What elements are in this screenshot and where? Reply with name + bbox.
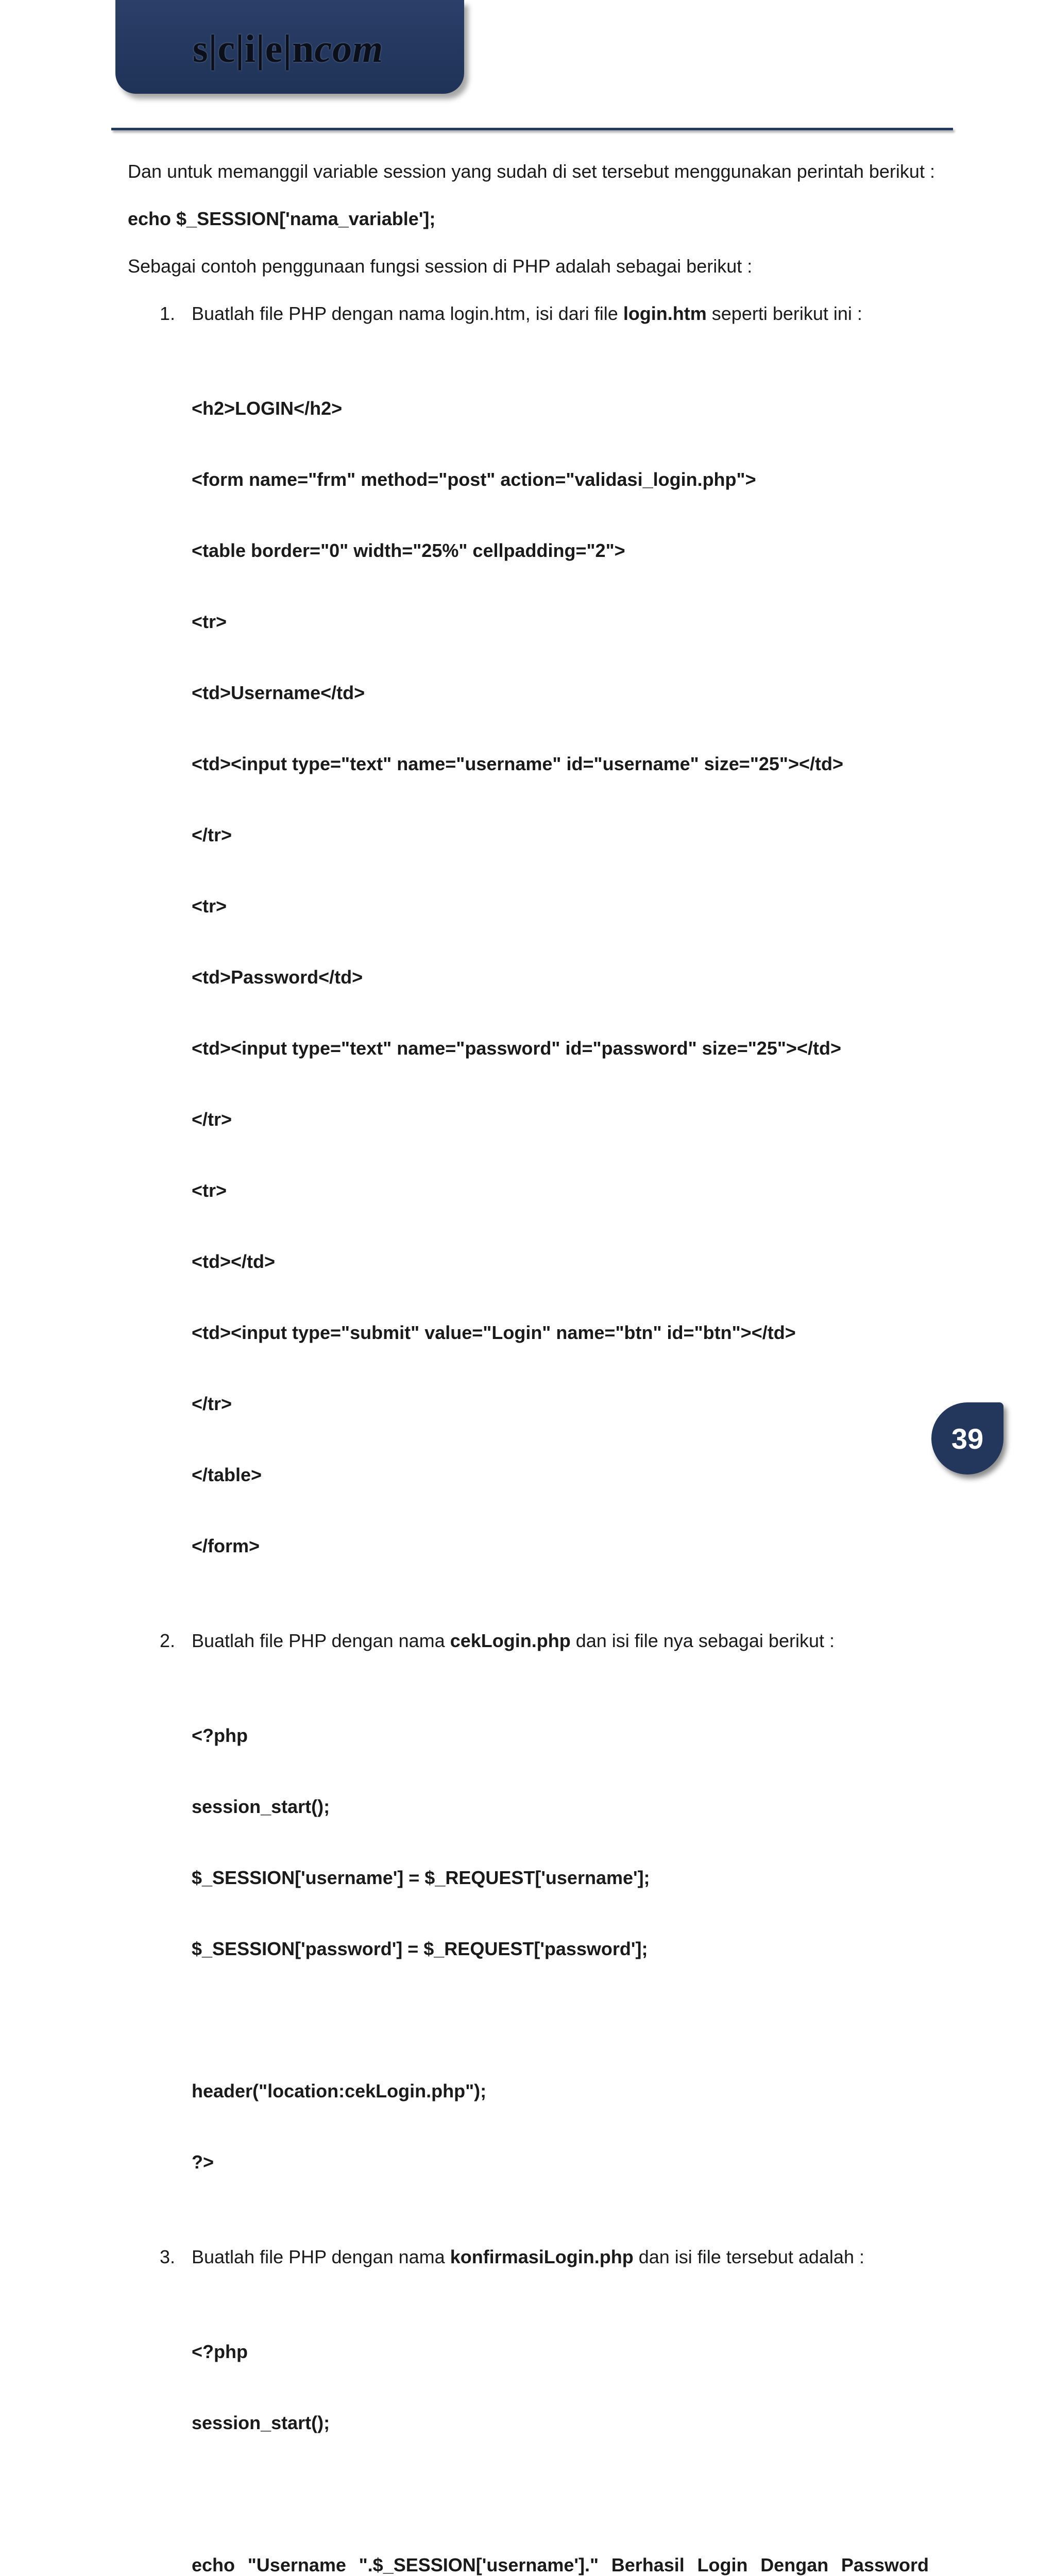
code-line: session_start();	[192, 1796, 330, 1817]
code-word: Berhasil	[611, 2554, 685, 2575]
step-instruction: Buatlah file PHP dengan nama cekLogin.php dan isi file nya sebagai berikut :	[192, 1630, 835, 1651]
code-block-login-htm	[192, 349, 929, 1605]
code-line	[192, 2482, 929, 2506]
code-line: <td>Password</td>	[192, 967, 363, 988]
code-block-konfirmasilogin-php	[192, 2293, 929, 2576]
logo-main-text: s|c|i|e|n	[193, 27, 315, 71]
code-line: </form>	[192, 1535, 260, 1556]
step-3	[128, 2245, 929, 2269]
step-number: 2.	[160, 1630, 176, 1651]
code-line: <?php	[192, 2341, 248, 2362]
code-line: header("location:cekLogin.php");	[192, 2080, 487, 2102]
page-number: 39	[951, 1422, 984, 1455]
intro-paragraph: Dan untuk memanggil variable session yang sudah di set tersebut menggunakan perintah berikut :	[128, 161, 935, 182]
code-line: <form name="frm" method="post" action="validasi_login.php">	[192, 469, 756, 490]
step-instruction: Buatlah file PHP dengan nama login.htm, isi dari file login.htm seperti berikut ini :	[192, 303, 862, 324]
code-line: <td><input type="text" name="username" id="username" size="25"></td>	[192, 753, 844, 774]
code-line	[192, 2008, 929, 2032]
page-content	[128, 160, 935, 2576]
code-line: session_start();	[192, 2412, 330, 2433]
code-line: <tr>	[192, 1180, 227, 1201]
code-line: $_SESSION['username'] = $_REQUEST['username'];	[192, 1867, 650, 1888]
code-word: ".$_SESSION['username']."	[359, 2554, 599, 2575]
code-line: <tr>	[192, 611, 227, 632]
code-line: <h2>LOGIN</h2>	[192, 398, 343, 419]
step-number: 3.	[160, 2246, 176, 2267]
code-line: $_SESSION['password'] = $_REQUEST['password'];	[192, 1938, 648, 1959]
code-line: </tr>	[192, 824, 232, 845]
step-2	[128, 1629, 929, 1653]
page-number-badge	[931, 1402, 1003, 1475]
code-line: ?>	[192, 2151, 214, 2173]
code-block-ceklogin-php	[192, 1676, 929, 2222]
code-line: <table border="0" width="25%" cellpadding="2">	[192, 540, 625, 561]
code-line: <td>Username</td>	[192, 682, 365, 703]
code-line: <td><input type="text" name="password" id="password" size="25"></td>	[192, 1038, 841, 1059]
code-line: </tr>	[192, 1393, 232, 1414]
code-word: echo	[192, 2554, 235, 2575]
code-line: </table>	[192, 1464, 262, 1485]
header-banner	[115, 0, 464, 94]
publisher-logo	[193, 27, 383, 72]
code-line: <tr>	[192, 895, 227, 917]
code-word: Password	[841, 2554, 929, 2575]
code-word: Dengan	[760, 2554, 829, 2575]
step-number: 1.	[160, 303, 176, 324]
code-line: </tr>	[192, 1109, 232, 1130]
header-divider	[111, 128, 953, 130]
code-line: <td><input type="submit" value="Login" name="btn" id="btn"></td>	[192, 1322, 796, 1343]
step-instruction: Buatlah file PHP dengan nama konfirmasiLogin.php dan isi file tersebut adalah :	[192, 2246, 864, 2267]
step-1	[128, 302, 929, 326]
example-intro-paragraph: Sebagai contoh penggunaan fungsi session di PHP adalah sebagai berikut :	[128, 256, 753, 277]
code-line: <?php	[192, 1725, 248, 1746]
code-word: "Username	[247, 2554, 346, 2575]
code-line: <td></td>	[192, 1251, 276, 1272]
justified-echo-line	[192, 2553, 929, 2576]
code-word: Login	[697, 2554, 748, 2575]
echo-code-line: echo $_SESSION['nama_variable'];	[128, 208, 436, 229]
logo-com-text: com	[314, 27, 384, 71]
